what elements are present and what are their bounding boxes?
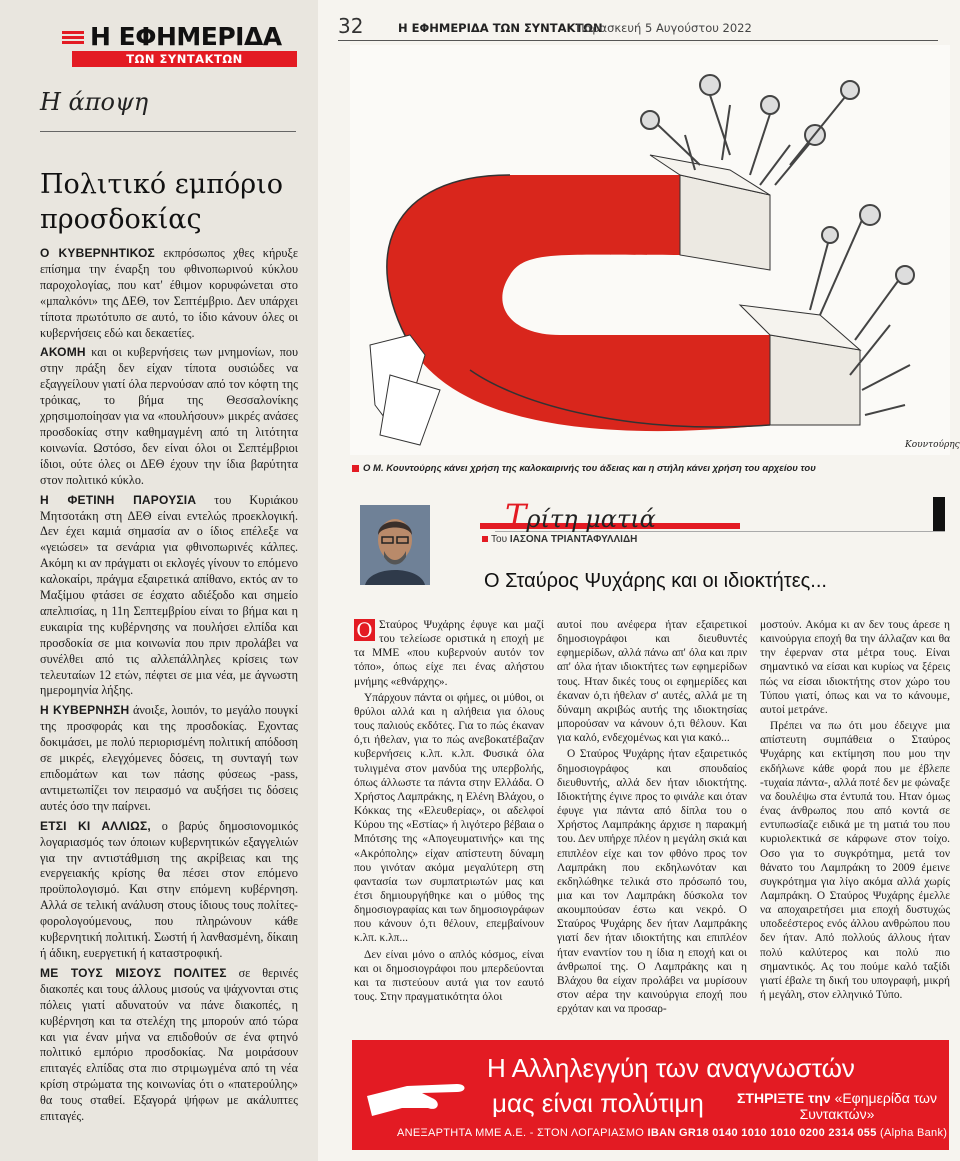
column-headline: Ο Σταύρος Ψυχάρης και οι ιδιοκτήτες... [484, 570, 827, 592]
masthead-subtitle: ΤΩΝ ΣΥΝΤΑΚΤΩΝ [72, 51, 297, 67]
left-paragraph [40, 819, 298, 962]
column-paragraph: Υπάρχουν πάντα οι φήμες, οι μύθοι, οι θρύλοι αλλά και η αλήθεια για όλους τους παλιούς εκδότες. Για το πώς έκαναν ό,τι ήθελαν, για το πώς ανεβοκατέβαζαν κυβερνήσεις κ.λπ. κ.λπ. Φυσικά όλα τυλιγμένα στον μανδύα της υπερβολής, όπως άλλωστε τα πάντα στην Ελλάδα. Ο Χρήστος Λαμπράκης, η Ελένη Βλάχου, ο Κόκκας της «Ελευθερίας», οι αδελφοί Κύρου της «Εστίας» ή λιγότερο βέβαια ο Μπότσης της «Απογευματινής» και της «Ακρόπολης» είχαν απίστευτη δύναμη που γινόταν ακόμα μεγαλύτερη στη φαντασία των συμπατριωτών μας και έτσι δημιουργήθηκε και ο μύθος της δημοσιογραφίας και των δημοσιογράφων που κάνουν ό,τι θέλουν, επεμβαίνουν κ.λπ. κ.λπ... [354, 691, 544, 945]
left-paragraph [40, 246, 298, 341]
paragraph-lead: ΕΤΣΙ ΚΙ ΑΛΛΙΩΣ, [40, 818, 151, 833]
paragraph-lead: Η ΚΥΒΕΡΝΗΣΗ [40, 703, 130, 718]
section-divider [40, 131, 296, 132]
paragraph-text: του Κυριάκου Μητσοτάκη στη ΔΕΘ είναι εντελώς προεκλογική. Δεν έχει καμιά σημασία αν ο ίδιος επέλεξε να «γειώσει» τα σενάρια για φθινοπωρινές κάλπες. Ακόμη κι αν πράγματι οι εκλογές γίνουν το επόμενο καλοκαίρι, πράγμα εξαιρετικά απίθανο, εκτός αν το Μαξίμου φτάσει σε έσχατο αδιέξοδο και σημείο απελπισίας, η 11η Σεπτεμβρίου είναι το βήμα και η ευκαιρία της κυβέρνησης να πουλήσει ελπίδα και προσδοκία σε μια κοινωνία που πριν προλάβει να συνέλθει από τις αλλεπάλληλες κρίσεις των τελευταίων 12 ετών, πέφτει σε μια νέα, με άγνωστη ημερομηνία λήξης. [40, 492, 299, 698]
left-column [0, 0, 318, 1161]
column-article-body [354, 618, 950, 1030]
column-header [495, 497, 945, 535]
ad-headline: Η Αλληλεγγύη των αναγνωστών [487, 1053, 855, 1083]
paragraph-text: και οι κυβερνήσεις των μνημονίων, που στην πράξη δεν είχαν τίποτα ουσιώδες να εξαγγείλουν γιατί όλα περνούσαν από τον κόφτη της τρόικας, το βήμα της Θεσσαλονίκης χρησιμοποίησαν για να «πουλήσουν» μικρές ανάσες προσδοκίας στην καθημαγμένη από τη λιτότητα κοινωνία. Ωστόσο, δεν είναι όλοι οι Σεπτέμβριοι ίδιοι, ούτε όλες οι ΔΕΘ έχουν την ίδια βαρύτητα στον πολιτικό κύκλο. [40, 345, 298, 487]
column-title-rest: ρίτη ματιά [526, 505, 656, 533]
cartoon-caption-text: Ο Μ. Κουντούρης κάνει χρήση της καλοκαιρινής του άδειας και η στήλη κάνει χρήση του αρχείου του [363, 463, 816, 474]
ad-cta [737, 1090, 937, 1122]
text-column-1 [354, 618, 544, 1006]
byline [482, 534, 637, 545]
column-paragraph [354, 618, 544, 689]
caption-bullet-icon [352, 465, 359, 472]
drop-cap: Ο [354, 619, 375, 641]
logo-stripes-icon [62, 31, 84, 45]
page-number: 32 [338, 14, 364, 38]
text-column-3 [760, 618, 950, 1004]
column-title [505, 497, 656, 535]
column-paragraph: Δεν είναι μόνο ο απλός κόσμος, είναι και οι δημοσιογράφοι που μπερδεύονται και τα πιστεύουν αυτά για τον εαυτό τους. Στην πραγματικότητα όλοι [354, 948, 544, 1004]
cartoon-caption [352, 463, 952, 474]
column-paragraph: Πρέπει να πω ότι μου έδειχνε μια απίστευτη συμπάθεια ο Σταύρος Ψυχάρης και εκτίμηση που μου την εκδήλωνε κάθε φορά που με έβλεπε -τυχαία πάντα-, αλλά ποτέ δεν με φώναξε να δουλέψω στα έντυπά του. Ηταν όμως ένας άνθρωπος που από κοντά σε εντυπωσίαζε ειδικά με τη ματιά του που κυριολεκτικά σε κάρφωνε στον τοίχο. Οσο για το συγκρότημα, μετά τον θάνατο του Λαμπράκη το 2009 έμεινε συγκρότημα για λίγο ακόμα αλλά χωρίς Λαμπράκη. Ο Σταύρος Ψυχάρης έμελλε να αποχαιρετήσει μια εποχή δυστυχώς υποδεέστερος ενός άλλου ανθρώπου που δεν ήταν. Από πολλούς άλλους ήταν πολύ καλύτερος και πολύ πιο σημαντικός. Ας του πούμε καλό ταξίδι γιατί έβαλε τη δική του υπογραφή, μικρή ή μεγάλη, στον ελληνικό Τύπο. [760, 720, 950, 1002]
byline-bullet-icon [482, 536, 488, 542]
ad-bank-text: ΑΝΕΞΑΡΤΗΤΑ ΜΜΕ Α.Ε. - ΣΤΟΝ ΛΟΓΑΡΙΑΣΜΟ [397, 1127, 645, 1139]
masthead-title-text: Η ΕΦΗΜΕΡΙΔΑ [90, 22, 282, 51]
paragraph-lead: Ο ΚΥΒΕΡΝΗΤΙΚΟΣ [40, 246, 155, 260]
paragraph-text: άνοιξε, λοιπόν, το μεγάλο πουγκί της προσφοράς και της προσδοκίας. Εχοντας δοκιμάσει, με πολύ περιορισμένη πολιτική απόδοση σε μικρές, ελεγχόμενες δόσεις, τη συνταγή των επιδομάτων και των πάσης φύσεως -pass, αντιμετωπίζει τον πειρασμό να αυξήσει τις δόσεις αυτές όσο την παίρνει. [40, 703, 298, 813]
column-black-block [933, 497, 945, 531]
paragraph-text: εκπρόσωπος χθες κήρυξε επίσημα την έναρξη του φθινοπωρινού κύκλου παροχολογίας, που κατ' έθιμον κορυφώνεται στο «μπαλκόνι» της ΔΕΘ, τον Σεπτέμβριο. Δεν υπάρχει τίποτα πρωτότυπο σε αυτό, το ίδιο κάνουν όλες οι κυβερνήσεις εδώ και δεκαετίες. [40, 246, 298, 340]
left-paragraph [40, 345, 298, 488]
paragraph-lead: Η ΦΕΤΙΝΗ ΠΑΡΟΥΣΙΑ [40, 492, 197, 507]
ad-subheadline: μας είναι πολύτιμη [492, 1088, 704, 1118]
ad-bank-line [397, 1127, 947, 1139]
left-paragraph [40, 493, 298, 700]
masthead-title [62, 22, 302, 51]
ad-iban: GR18 0140 1010 1010 0200 2314 055 [678, 1127, 877, 1139]
column-paragraph-text: Σταύρος Ψυχάρης έφυγε και μαζί του τελείωσε οριστικά η εποχή με τα ΜΜΕ «που κυβερνούν αυτόν τον τόπο», όπως είχε πει ένας αλήστου μνήμης «εθνάρχης». [354, 619, 544, 688]
page-paper-name: Η ΕΦΗΜΕΡΙΔΑ ΤΩΝ ΣΥΝΤΑΚΤΩΝ [398, 21, 603, 35]
solidarity-ad[interactable] [352, 1040, 949, 1150]
byline-author: ΙΑΣΟΝΑ ΤΡΙΑΝΤΑΦΥΛΛΙΔΗ [509, 534, 638, 545]
magnet-cartoon [350, 45, 960, 455]
left-article-headline: Πολιτικό εμπόριο προσδοκίας [40, 169, 283, 235]
left-paragraph [40, 703, 298, 814]
cartoon-signature: Κουντούρης [905, 440, 960, 450]
paragraph-text: σε θερινές διακοπές και τους άλλους μισούς να ψάχνονται στις πόλεις γιατί αδυνατούν να πάνε διακοπές, η κυβέρνηση και τα στελέχη της μπορούν από τώρα και για έναν μήνα να επιδοθούν σε ένα φτηνό πολιτικό εμπόριο προσδοκίας. Να μοιράσουν επιταγές ελπίδας στα πιο στριμωγμένα από τη νέα κρίση στρώματα της κοινωνίας ότι ο «πατερούλης» θα τους σταθεί. Εξαγορά ψήφων με ακάλυπτες επιταγές. [40, 965, 298, 1124]
paragraph-lead: ΜΕ ΤΟΥΣ ΜΙΣΟΥΣ ΠΟΛΙΤΕΣ [40, 965, 227, 980]
paragraph-lead: ΑΚΟΜΗ [40, 345, 86, 360]
section-title: Η άποψη [40, 88, 149, 116]
paragraph-text: ο βαρύς δημοσιονομικός λογαριασμός των όποιων κυβερνητικών εξαγγελιών για την αντιστάθμιση της ακρίβειας και της ενεργειακής κρίσης θα πέσει στον επόμενο προϋπολογισμό. Και στην επόμενη κυβέρνηση. Αλλά σε τελική ανάλυση στους ίδιους τους πολίτες-φορολογούμενους, που πληρώνουν κάθε κυβερνητική πολιτική. Σωστή ή λανθασμένη, δίκαιη ή άδικη, ευεργετική ή καταστροφική. [40, 818, 298, 960]
masthead-logo [62, 22, 302, 67]
hand-pointer-icon [362, 1046, 477, 1126]
ad-cta-rest: «Εφημερίδα των Συντακτών» [799, 1090, 937, 1122]
ad-bank-name: (Alpha Bank) [880, 1127, 948, 1139]
ad-iban-label: IBAN [647, 1127, 676, 1139]
page-header [338, 14, 938, 41]
cartoon-image [350, 45, 960, 455]
page-date: Παρασκευή 5 Αυγούστου 2022 [576, 21, 752, 35]
text-column-2 [557, 618, 747, 1018]
column-title-initial: Τ [505, 497, 527, 535]
column-paragraph: μοστούν. Ακόμα κι αν δεν τους άρεσε η καινούργια εποχή θα την άλλαζαν και θα την έφερναν στα μέτρα τους. Είναι σημαντικό να είσαι και κυρίως να ξέρεις πώς να είσαι ιδιοκτήτης στον χώρο του Τύπου γιατί, όπως και να το κάνουμε, αυτοί μετράνε. [760, 619, 950, 716]
author-photo [360, 505, 430, 585]
author-portrait-icon [360, 505, 430, 585]
column-paragraph: Ο Σταύρος Ψυχάρης ήταν εξαιρετικός δημοσιογράφος και σπουδαίος διευθυντής, αλλά δεν ήταν ιδιοκτήτης. Ιδιοκτήτης έγινε προς το φινάλε και όταν έφυγε για πάντα από δίπλα του ο Χρήστος Λαμπράκης άρχισε η παρακμή του. Δεν υπήρχε πλέον η μεγάλη σκιά και επιπλέον είχε και τον φθόνο προς τον Λαμπράκη που εκδηλωνόταν και εκδηλώθηκε τελικά στο πρόσωπό του, μια και τον Λαμπράκη δύσκολα τον ακουμπούσαν έστω και νεκρό. Ο Σταύρος Ψυχάρης δεν ήταν Λαμπράκης γιατί δεν ήταν ιδιοκτήτης και επιπλέον ήταν εναντίον του η ίδια η εποχή και οι άνθρωποί της. Ο Λαμπράκης και η Βλάχου θα είχαν προλάβει να μυρίσουν στον αέρα την καινούργια εποχή που ερχόταν και να προσαρ- [557, 748, 747, 1016]
ad-cta-lead: ΣΤΗΡΙΞΤΕ την [737, 1090, 831, 1106]
column-paragraph: αυτοί που ανέφερα ήταν εξαιρετικοί δημοσιογράφοι και διευθυντές εφημερίδων, αλλά πάνω απ' όλα και πριν απ' όλα ήταν ιδιοκτήτες των εφημερίδων τους. Ηταν δικές τους οι εφημερίδες και έκαναν ό,τι ήθελαν σ' αυτές, αλλά με τη δύναμη ακριβώς αυτής της ιδιοκτησίας μπορούσαν να κάνουν ό,τι θέλουν. Και για καλό, ενδεχομένως και για κακό... [557, 619, 747, 745]
left-paragraph [40, 966, 298, 1125]
byline-prefix: Του [491, 534, 508, 545]
left-article-body [40, 246, 298, 1129]
